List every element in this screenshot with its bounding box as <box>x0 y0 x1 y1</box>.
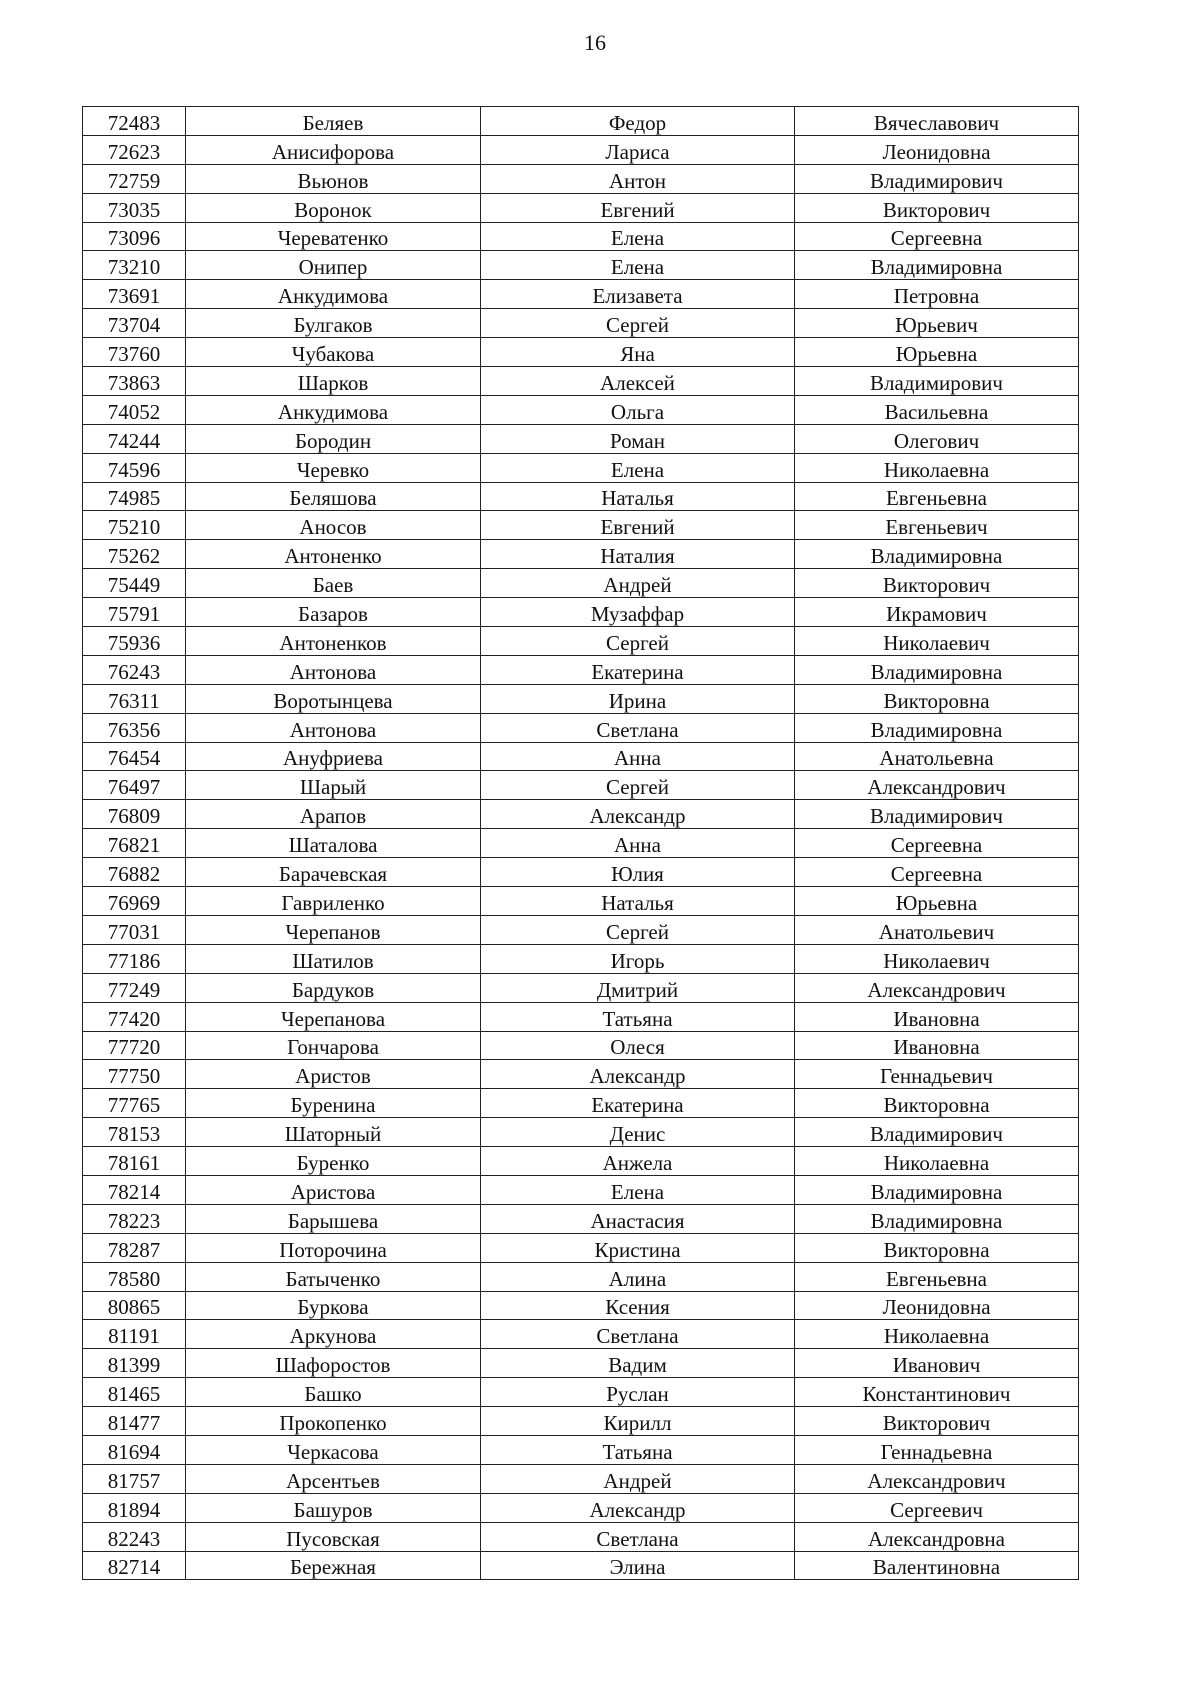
first-name-cell: Элина <box>481 1551 795 1580</box>
id-number-cell: 82243 <box>83 1522 186 1551</box>
patronymic-cell: Васильевна <box>795 395 1079 424</box>
first-name-cell: Дмитрий <box>481 973 795 1002</box>
first-name-cell: Анжела <box>481 1147 795 1176</box>
first-name-cell: Наталия <box>481 540 795 569</box>
patronymic-cell: Юрьевна <box>795 338 1079 367</box>
first-name-cell: Сергей <box>481 627 795 656</box>
id-number-cell: 78287 <box>83 1233 186 1262</box>
id-number-cell: 77765 <box>83 1089 186 1118</box>
patronymic-cell: Анатольевна <box>795 742 1079 771</box>
surname-cell: Арапов <box>186 800 481 829</box>
surname-cell: Анкудимова <box>186 280 481 309</box>
surname-cell: Шарый <box>186 771 481 800</box>
first-name-cell: Кристина <box>481 1233 795 1262</box>
first-name-cell: Наталья <box>481 482 795 511</box>
table-row <box>83 1407 1079 1436</box>
first-name-cell: Сергей <box>481 309 795 338</box>
roster-table <box>82 106 1079 1580</box>
table-row <box>83 1551 1079 1580</box>
roster-body <box>83 107 1079 1580</box>
surname-cell: Черепанов <box>186 915 481 944</box>
id-number-cell: 81477 <box>83 1407 186 1436</box>
first-name-cell: Денис <box>481 1118 795 1147</box>
surname-cell: Антоненков <box>186 627 481 656</box>
first-name-cell: Сергей <box>481 915 795 944</box>
first-name-cell: Ирина <box>481 684 795 713</box>
table-row <box>83 1493 1079 1522</box>
patronymic-cell: Анатольевич <box>795 915 1079 944</box>
first-name-cell: Игорь <box>481 944 795 973</box>
patronymic-cell: Евгеньевна <box>795 482 1079 511</box>
table-row <box>83 1175 1079 1204</box>
id-number-cell: 81399 <box>83 1349 186 1378</box>
id-number-cell: 81465 <box>83 1378 186 1407</box>
surname-cell: Баев <box>186 569 481 598</box>
table-row <box>83 598 1079 627</box>
surname-cell: Буренина <box>186 1089 481 1118</box>
patronymic-cell: Леонидовна <box>795 135 1079 164</box>
surname-cell: Башко <box>186 1378 481 1407</box>
first-name-cell: Сергей <box>481 771 795 800</box>
table-row <box>83 251 1079 280</box>
first-name-cell: Евгений <box>481 193 795 222</box>
patronymic-cell: Сергеевна <box>795 858 1079 887</box>
first-name-cell: Екатерина <box>481 655 795 684</box>
first-name-cell: Татьяна <box>481 1002 795 1031</box>
surname-cell: Череватенко <box>186 222 481 251</box>
id-number-cell: 77750 <box>83 1060 186 1089</box>
patronymic-cell: Николаевич <box>795 627 1079 656</box>
id-number-cell: 77249 <box>83 973 186 1002</box>
id-number-cell: 76809 <box>83 800 186 829</box>
surname-cell: Бережная <box>186 1551 481 1580</box>
surname-cell: Антонова <box>186 713 481 742</box>
id-number-cell: 74985 <box>83 482 186 511</box>
surname-cell: Барышева <box>186 1204 481 1233</box>
id-number-cell: 73210 <box>83 251 186 280</box>
id-number-cell: 74052 <box>83 395 186 424</box>
id-number-cell: 74596 <box>83 453 186 482</box>
first-name-cell: Ольга <box>481 395 795 424</box>
id-number-cell: 82714 <box>83 1551 186 1580</box>
surname-cell: Арсентьев <box>186 1464 481 1493</box>
surname-cell: Гавриленко <box>186 887 481 916</box>
surname-cell: Вьюнов <box>186 164 481 193</box>
first-name-cell: Андрей <box>481 569 795 598</box>
id-number-cell: 72483 <box>83 107 186 136</box>
first-name-cell: Анастасия <box>481 1204 795 1233</box>
first-name-cell: Александр <box>481 800 795 829</box>
surname-cell: Черевко <box>186 453 481 482</box>
first-name-cell: Евгений <box>481 511 795 540</box>
surname-cell: Ануфриева <box>186 742 481 771</box>
patronymic-cell: Александрович <box>795 973 1079 1002</box>
surname-cell: Башуров <box>186 1493 481 1522</box>
patronymic-cell: Владимирович <box>795 164 1079 193</box>
surname-cell: Беляев <box>186 107 481 136</box>
id-number-cell: 76497 <box>83 771 186 800</box>
id-number-cell: 73691 <box>83 280 186 309</box>
patronymic-cell: Викторовна <box>795 1233 1079 1262</box>
id-number-cell: 78153 <box>83 1118 186 1147</box>
table-row <box>83 1204 1079 1233</box>
table-row <box>83 511 1079 540</box>
first-name-cell: Алексей <box>481 367 795 396</box>
first-name-cell: Елена <box>481 1175 795 1204</box>
id-number-cell: 74244 <box>83 424 186 453</box>
patronymic-cell: Николаевна <box>795 453 1079 482</box>
patronymic-cell: Сергеевна <box>795 222 1079 251</box>
surname-cell: Онипер <box>186 251 481 280</box>
patronymic-cell: Александрович <box>795 771 1079 800</box>
first-name-cell: Юлия <box>481 858 795 887</box>
patronymic-cell: Евгеньевна <box>795 1262 1079 1291</box>
first-name-cell: Светлана <box>481 1522 795 1551</box>
table-row <box>83 1233 1079 1262</box>
patronymic-cell: Викторович <box>795 569 1079 598</box>
patronymic-cell: Геннадьевич <box>795 1060 1079 1089</box>
surname-cell: Шатилов <box>186 944 481 973</box>
surname-cell: Пусовская <box>186 1522 481 1551</box>
surname-cell: Беляшова <box>186 482 481 511</box>
patronymic-cell: Константинович <box>795 1378 1079 1407</box>
table-row <box>83 424 1079 453</box>
patronymic-cell: Николаевна <box>795 1320 1079 1349</box>
surname-cell: Воротынцева <box>186 684 481 713</box>
surname-cell: Анкудимова <box>186 395 481 424</box>
first-name-cell: Светлана <box>481 713 795 742</box>
patronymic-cell: Николаевна <box>795 1147 1079 1176</box>
table-row <box>83 627 1079 656</box>
table-row <box>83 1147 1079 1176</box>
first-name-cell: Вадим <box>481 1349 795 1378</box>
id-number-cell: 81694 <box>83 1435 186 1464</box>
patronymic-cell: Владимировна <box>795 655 1079 684</box>
patronymic-cell: Леонидовна <box>795 1291 1079 1320</box>
surname-cell: Аносов <box>186 511 481 540</box>
table-row <box>83 309 1079 338</box>
table-row <box>83 569 1079 598</box>
page-number: 16 <box>584 30 606 55</box>
table-row <box>83 1378 1079 1407</box>
table-row <box>83 713 1079 742</box>
first-name-cell: Александр <box>481 1493 795 1522</box>
patronymic-cell: Вячеславович <box>795 107 1079 136</box>
patronymic-cell: Викторович <box>795 193 1079 222</box>
surname-cell: Шафоростов <box>186 1349 481 1378</box>
table-row <box>83 1464 1079 1493</box>
id-number-cell: 76311 <box>83 684 186 713</box>
id-number-cell: 81191 <box>83 1320 186 1349</box>
table-row <box>83 1089 1079 1118</box>
first-name-cell: Елена <box>481 453 795 482</box>
surname-cell: Черкасова <box>186 1435 481 1464</box>
id-number-cell: 75936 <box>83 627 186 656</box>
patronymic-cell: Икрамович <box>795 598 1079 627</box>
patronymic-cell: Владимировна <box>795 251 1079 280</box>
first-name-cell: Елизавета <box>481 280 795 309</box>
surname-cell: Барачевская <box>186 858 481 887</box>
first-name-cell: Елена <box>481 251 795 280</box>
table-row <box>83 222 1079 251</box>
id-number-cell: 72759 <box>83 164 186 193</box>
patronymic-cell: Петровна <box>795 280 1079 309</box>
patronymic-cell: Владимировна <box>795 713 1079 742</box>
table-row <box>83 107 1079 136</box>
surname-cell: Прокопенко <box>186 1407 481 1436</box>
id-number-cell: 75449 <box>83 569 186 598</box>
id-number-cell: 75791 <box>83 598 186 627</box>
patronymic-cell: Владимирович <box>795 1118 1079 1147</box>
surname-cell: Батыченко <box>186 1262 481 1291</box>
patronymic-cell: Геннадьевна <box>795 1435 1079 1464</box>
table-row <box>83 367 1079 396</box>
patronymic-cell: Викторовна <box>795 684 1079 713</box>
id-number-cell: 73704 <box>83 309 186 338</box>
table-row <box>83 944 1079 973</box>
patronymic-cell: Владимирович <box>795 367 1079 396</box>
patronymic-cell: Юрьевна <box>795 887 1079 916</box>
id-number-cell: 77186 <box>83 944 186 973</box>
id-number-cell: 78214 <box>83 1175 186 1204</box>
first-name-cell: Елена <box>481 222 795 251</box>
table-row <box>83 915 1079 944</box>
id-number-cell: 77031 <box>83 915 186 944</box>
table-row <box>83 742 1079 771</box>
patronymic-cell: Александрович <box>795 1464 1079 1493</box>
surname-cell: Анисифорова <box>186 135 481 164</box>
patronymic-cell: Юрьевич <box>795 309 1079 338</box>
patronymic-cell: Олегович <box>795 424 1079 453</box>
first-name-cell: Роман <box>481 424 795 453</box>
first-name-cell: Светлана <box>481 1320 795 1349</box>
id-number-cell: 76969 <box>83 887 186 916</box>
id-number-cell: 75262 <box>83 540 186 569</box>
table-row <box>83 164 1079 193</box>
id-number-cell: 78580 <box>83 1262 186 1291</box>
id-number-cell: 76454 <box>83 742 186 771</box>
surname-cell: Аристов <box>186 1060 481 1089</box>
surname-cell: Антонова <box>186 655 481 684</box>
table-row <box>83 1031 1079 1060</box>
id-number-cell: 77420 <box>83 1002 186 1031</box>
patronymic-cell: Ивановна <box>795 1031 1079 1060</box>
surname-cell: Антоненко <box>186 540 481 569</box>
first-name-cell: Федор <box>481 107 795 136</box>
surname-cell: Бардуков <box>186 973 481 1002</box>
first-name-cell: Руслан <box>481 1378 795 1407</box>
patronymic-cell: Александровна <box>795 1522 1079 1551</box>
id-number-cell: 81894 <box>83 1493 186 1522</box>
id-number-cell: 73760 <box>83 338 186 367</box>
table-row <box>83 540 1079 569</box>
table-row <box>83 858 1079 887</box>
first-name-cell: Антон <box>481 164 795 193</box>
id-number-cell: 72623 <box>83 135 186 164</box>
table-row <box>83 1002 1079 1031</box>
table-row <box>83 887 1079 916</box>
table-row <box>83 395 1079 424</box>
surname-cell: Базаров <box>186 598 481 627</box>
surname-cell: Булгаков <box>186 309 481 338</box>
id-number-cell: 76821 <box>83 829 186 858</box>
patronymic-cell: Сергеевич <box>795 1493 1079 1522</box>
table-row <box>83 684 1079 713</box>
id-number-cell: 76243 <box>83 655 186 684</box>
surname-cell: Шаторный <box>186 1118 481 1147</box>
first-name-cell: Александр <box>481 1060 795 1089</box>
id-number-cell: 77720 <box>83 1031 186 1060</box>
id-number-cell: 81757 <box>83 1464 186 1493</box>
patronymic-cell: Иванович <box>795 1349 1079 1378</box>
id-number-cell: 76356 <box>83 713 186 742</box>
first-name-cell: Анна <box>481 829 795 858</box>
id-number-cell: 73863 <box>83 367 186 396</box>
table-row <box>83 655 1079 684</box>
surname-cell: Шаталова <box>186 829 481 858</box>
id-number-cell: 75210 <box>83 511 186 540</box>
first-name-cell: Анна <box>481 742 795 771</box>
surname-cell: Аркунова <box>186 1320 481 1349</box>
patronymic-cell: Владимировна <box>795 1175 1079 1204</box>
table-row <box>83 135 1079 164</box>
surname-cell: Буркова <box>186 1291 481 1320</box>
table-row <box>83 280 1079 309</box>
table-row <box>83 193 1079 222</box>
surname-cell: Бородин <box>186 424 481 453</box>
id-number-cell: 78161 <box>83 1147 186 1176</box>
first-name-cell: Татьяна <box>481 1435 795 1464</box>
table-row <box>83 338 1079 367</box>
patronymic-cell: Сергеевна <box>795 829 1079 858</box>
first-name-cell: Кирилл <box>481 1407 795 1436</box>
first-name-cell: Алина <box>481 1262 795 1291</box>
first-name-cell: Ксения <box>481 1291 795 1320</box>
table-row <box>83 453 1079 482</box>
patronymic-cell: Владимировна <box>795 1204 1079 1233</box>
first-name-cell: Олеся <box>481 1031 795 1060</box>
first-name-cell: Лариса <box>481 135 795 164</box>
patronymic-cell: Викторовна <box>795 1089 1079 1118</box>
table-row <box>83 1118 1079 1147</box>
id-number-cell: 73035 <box>83 193 186 222</box>
id-number-cell: 76882 <box>83 858 186 887</box>
id-number-cell: 80865 <box>83 1291 186 1320</box>
patronymic-cell: Викторович <box>795 1407 1079 1436</box>
first-name-cell: Екатерина <box>481 1089 795 1118</box>
table-row <box>83 1435 1079 1464</box>
surname-cell: Гончарова <box>186 1031 481 1060</box>
table-row <box>83 1320 1079 1349</box>
first-name-cell: Яна <box>481 338 795 367</box>
table-row <box>83 482 1079 511</box>
patronymic-cell: Ивановна <box>795 1002 1079 1031</box>
table-row <box>83 973 1079 1002</box>
patronymic-cell: Евгеньевич <box>795 511 1079 540</box>
patronymic-cell: Владимирович <box>795 800 1079 829</box>
first-name-cell: Наталья <box>481 887 795 916</box>
table-row <box>83 1291 1079 1320</box>
first-name-cell: Музаффар <box>481 598 795 627</box>
table-row <box>83 1522 1079 1551</box>
surname-cell: Поторочина <box>186 1233 481 1262</box>
surname-cell: Аристова <box>186 1175 481 1204</box>
surname-cell: Буренко <box>186 1147 481 1176</box>
table-row <box>83 800 1079 829</box>
first-name-cell: Андрей <box>481 1464 795 1493</box>
surname-cell: Чубакова <box>186 338 481 367</box>
patronymic-cell: Николаевич <box>795 944 1079 973</box>
table-row <box>83 829 1079 858</box>
table-row <box>83 1262 1079 1291</box>
id-number-cell: 73096 <box>83 222 186 251</box>
table-row <box>83 771 1079 800</box>
surname-cell: Шарков <box>186 367 481 396</box>
surname-cell: Черепанова <box>186 1002 481 1031</box>
table-row <box>83 1060 1079 1089</box>
id-number-cell: 78223 <box>83 1204 186 1233</box>
patronymic-cell: Валентиновна <box>795 1551 1079 1580</box>
surname-cell: Воронок <box>186 193 481 222</box>
table-row <box>83 1349 1079 1378</box>
patronymic-cell: Владимировна <box>795 540 1079 569</box>
